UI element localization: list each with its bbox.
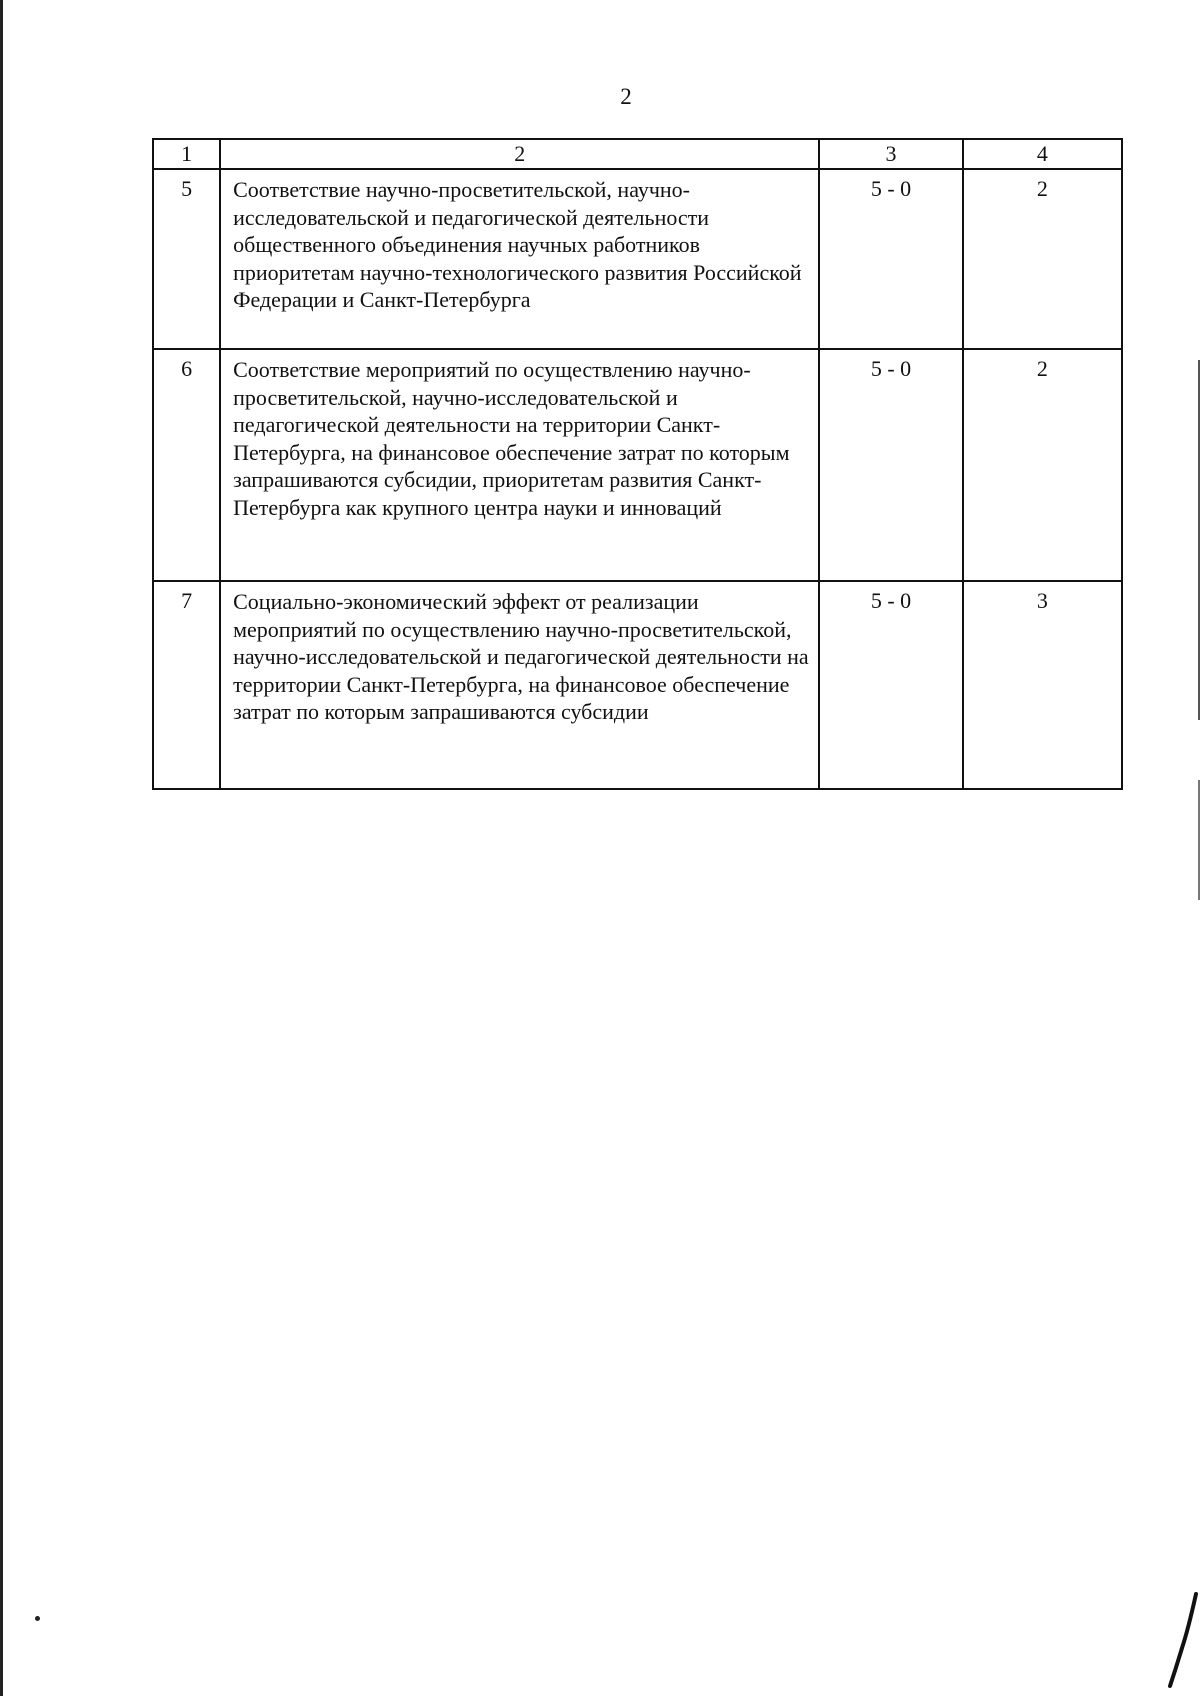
header-cell-2: 2 [220,139,819,169]
stray-dot-mark [35,1616,40,1621]
scan-edge-left [0,0,3,1696]
handwritten-slash-mark [1162,1590,1200,1690]
score-range: 5 - 0 [819,169,962,349]
header-cell-3: 3 [819,139,962,169]
row-number: 7 [153,581,220,789]
weight-value: 3 [963,581,1122,789]
weight-value: 2 [963,169,1122,349]
score-range: 5 - 0 [819,581,962,789]
header-cell-4: 4 [963,139,1122,169]
table-row [153,169,1122,349]
criteria-table [152,138,1123,790]
table-header-row [153,139,1122,169]
table-row [153,581,1122,789]
table-row [153,349,1122,581]
row-number: 6 [153,349,220,581]
criterion-text: Соответствие научно-просветительской, научно-исследовательской и педагогической деятельности общественного объединения научных работников приоритетам научно-технологического развития Российской Федерации и Санкт-Петербурга [220,169,819,349]
header-cell-1: 1 [153,139,220,169]
row-number: 5 [153,169,220,349]
criterion-text: Соответствие мероприятий по осуществлению научно-просветительской, научно-исследовательской и педагогической деятельности на территории Санкт-Петербурга, на финансовое обеспечение затрат по которым запрашиваются субсидии, приоритетам развития Санкт-Петербурга как крупного центра науки и инноваций [220,349,819,581]
page-number: 2 [620,84,632,109]
score-range: 5 - 0 [819,349,962,581]
criterion-text: Социально-экономический эффект от реализации мероприятий по осуществлению научно-просветительской, научно-исследовательской и педагогической деятельности на территории Санкт-Петербурга, на финансовое обеспечение затрат по которым запрашиваются субсидии [220,581,819,789]
weight-value: 2 [963,349,1122,581]
